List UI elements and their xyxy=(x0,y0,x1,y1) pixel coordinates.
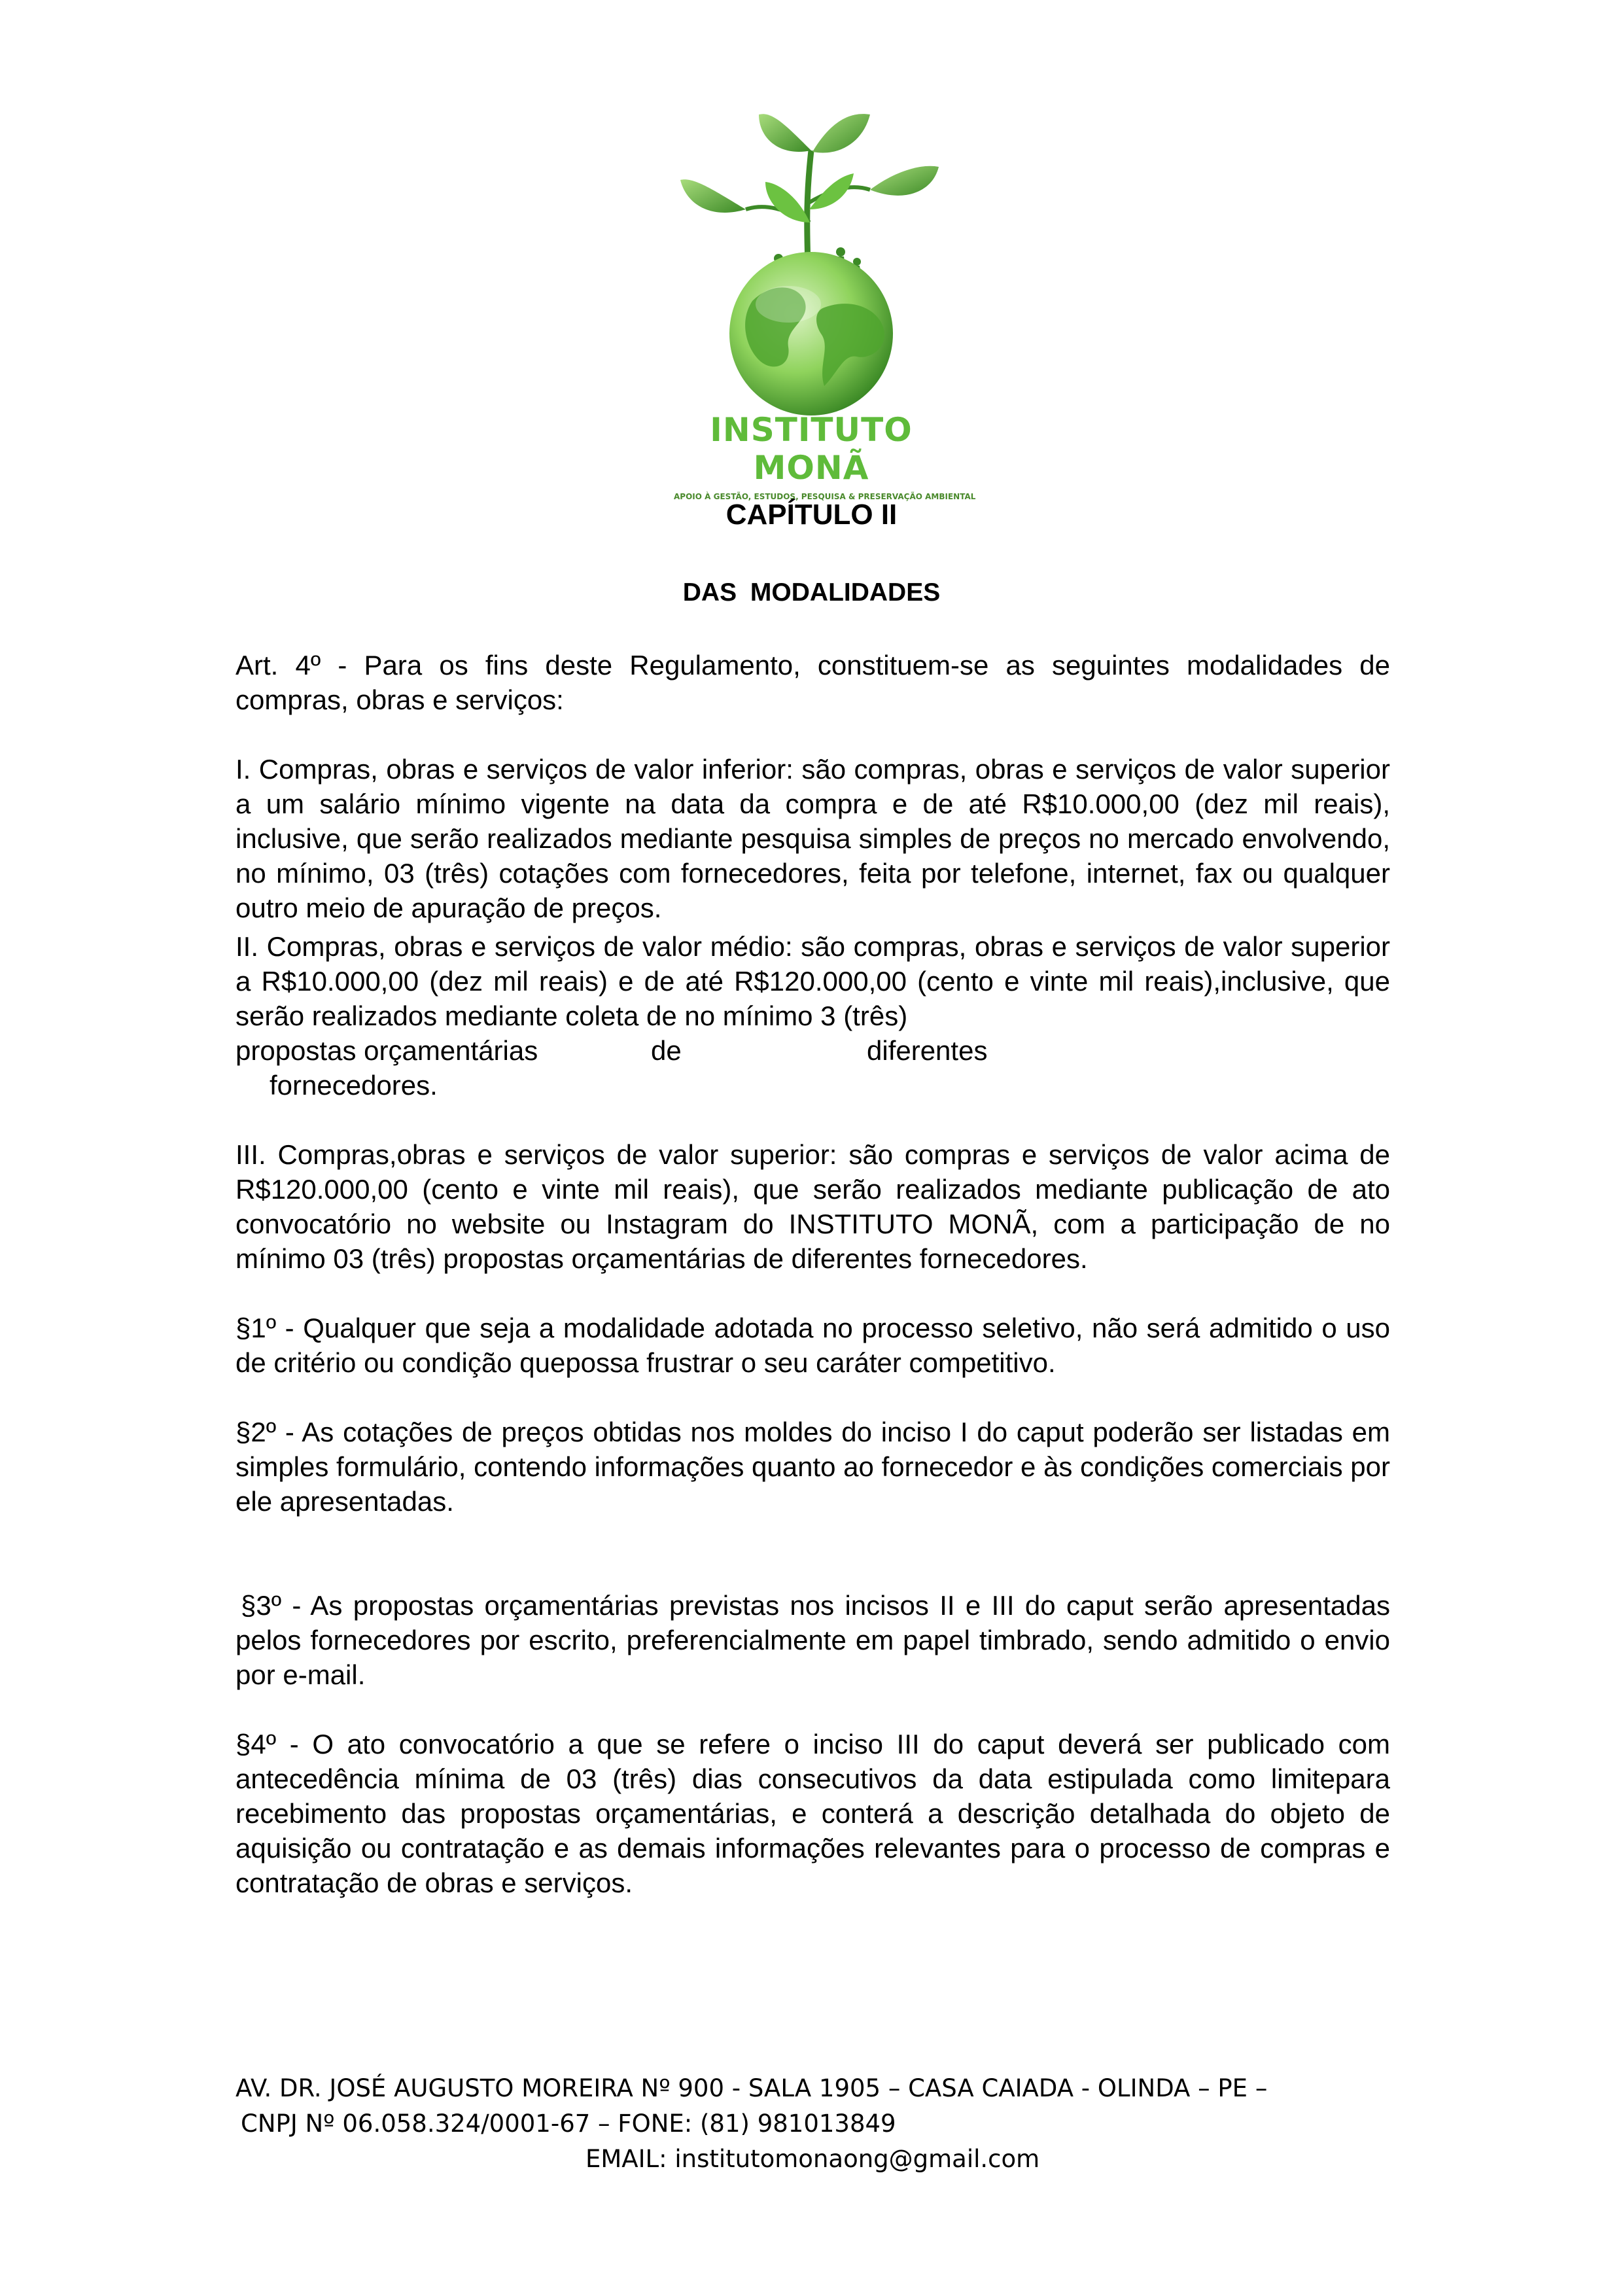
article-4: Art. 4º - Para os fins deste Regulamento, constituem-se as seguintes modalidades de compras, obras e serviços: xyxy=(236,650,1390,715)
inciso-ii: II. Compras, obras e serviços de valor médio: são compras, obras e serviços de valor superior a R$10.000,00 (dez mil reais) e de até R$120.000,00 (cento e vinte mil reais),inclusive, que serão realizados mediante coleta de no mínimo 3 (três) xyxy=(236,931,1390,1031)
paragraph-2: §2º - As cotações de preços obtidas nos moldes do inciso I do caput poderão ser listadas em simples formulário, contendo informações quanto ao fornecedor e às condições comerciais por ele apresentadas. xyxy=(236,1417,1390,1517)
inciso-ii-word: de xyxy=(651,1035,682,1066)
inciso-ii-word: propostas orçamentárias xyxy=(236,1035,538,1066)
institute-logo xyxy=(674,111,976,501)
inciso-iii: III. Compras,obras e serviços de valor superior: são compras e serviços de valor acima de R$120.000,00 (cento e vinte mil reais), que serão realizados mediante publicação de ato convocatório no website ou Instagram do INSTITUTO MONÃ, com a participação de no mínimo 03 (três) propostas orçamentárias de diferentes fornecedores. xyxy=(236,1139,1390,1274)
footer-cnpj: CNPJ Nº 06.058.324/0001-67 – FONE: (81) 981013849 xyxy=(241,2110,896,2138)
footer-address: AV. DR. JOSÉ AUGUSTO MOREIRA Nº 900 - SALA 1905 – CASA CAIADA - OLINDA – PE – xyxy=(236,2074,1268,2102)
inciso-i: I. Compras, obras e serviços de valor inferior: são compras, obras e serviços de valor superior a um salário mínimo vigente na data da compra e de até R$10.000,00 (dez mil reais), inclusive, que serão realizados mediante pesquisa simples de preços no mercado envolvendo, no mínimo, 03 (três) cotações com fornecedores, feita por telefone, internet, fax ou qualquer outro meio de apuração de preços. xyxy=(236,754,1390,923)
document-body xyxy=(236,648,1390,1900)
logo-title: INSTITUTO MONÃ xyxy=(710,411,913,487)
chapter-title: DAS MODALIDADES xyxy=(682,578,941,607)
paragraph-3: §3º - As propostas orçamentárias previstas nos incisos II e III do caput serão apresentadas pelos fornecedores por escrito, preferencialmente em papel timbrado, sendo admitido o envio por e-mail. xyxy=(236,1590,1390,1690)
footer xyxy=(236,2071,1390,2177)
inciso-ii-last-line xyxy=(236,1033,1390,1068)
paragraph-4: §4º - O ato convocatório a que se refere o inciso III do caput deverá ser publicado com antecedência mínima de 03 (três) dias consecutivos da data estipulada como limitepara recebimento das propostas orçamentárias, e conterá a descrição detalhada do objeto de aquisição ou contratação e as demais informações relevantes para o processo de compras e contratação de obras e serviços. xyxy=(236,1729,1390,1898)
inciso-ii-word: diferentes xyxy=(867,1035,988,1066)
footer-email: EMAIL: institutomonaong@gmail.com xyxy=(585,2145,1040,2173)
logo-tagline: APOIO À GESTÃO, ESTUDOS, PESQUISA & PRESERVAÇÃO AMBIENTAL xyxy=(674,492,976,501)
inciso-ii-end: fornecedores. xyxy=(270,1070,438,1101)
globe-plant-icon xyxy=(674,111,949,419)
paragraph-1: §1º - Qualquer que seja a modalidade adotada no processo seletivo, não será admitido o uso de critério ou condição quepossa frustrar o seu caráter competitivo. xyxy=(236,1313,1390,1378)
chapter-number: CAPÍTULO II xyxy=(725,499,898,531)
